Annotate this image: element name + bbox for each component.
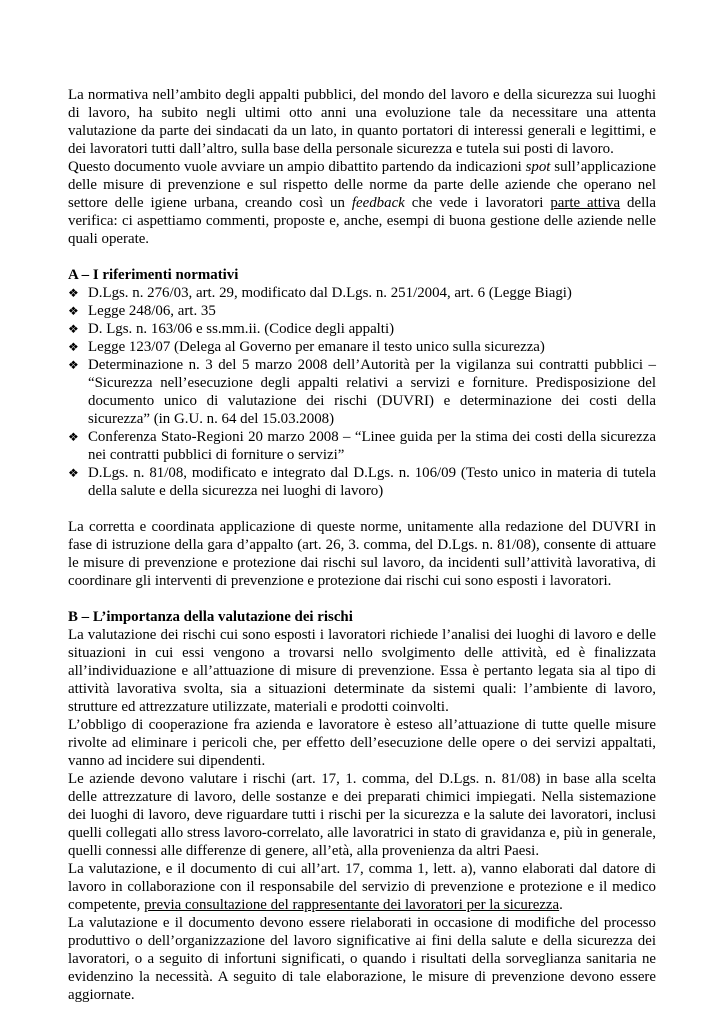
intro-p2-text-a: Questo documento vuole avviare un ampio dibattito partendo da indicazioni bbox=[68, 159, 526, 175]
list-item bbox=[68, 338, 656, 356]
diamond-bullet-icon: ❖ bbox=[68, 466, 79, 480]
section-b-p4-text-a: La valutazione, e il documento di cui all’art. 17, comma 1, lett. a), vanno elaborati dal datore di lavoro in collaborazione con il responsabile del servizio di prevenzione e protezione e il medico competente, bbox=[68, 861, 656, 913]
section-b-paragraph-5: La valutazione e il documento devono essere rielaborati in occasione di modifiche del processo produttivo o dell’organizzazione del lavoro significative ai fini della salute e della sicurezza dei lavoratori, o a seguito di infortuni significati, o quando i risultati della sorveglianza sanitaria ne evidenzino la necessità. A seguito di tale elaborazione, le misure di prevenzione devono essere aggiornate. bbox=[68, 915, 656, 1003]
section-b-paragraph-3: Le aziende devono valutare i rischi (art. 17, 1. comma, del D.Lgs. n. 81/08) in base alla scelta delle attrezzature di lavoro, delle sostanze e dei preparati chimici impiegati. Nella sistemazione dei luoghi di lavoro, deve riguardare tutti i rischi per la sicurezza e la salute dei lavoratori, inclusi quelli collegati allo stress lavoro-correlato, alle lavoratrici in stato di gravidanza e, più in generale, quelli connessi alle differenze di genere, all’età, alla provenienza da altri Paesi. bbox=[68, 771, 656, 859]
list-item bbox=[68, 302, 656, 320]
list-item bbox=[68, 464, 656, 500]
intro-paragraph-1: La normativa nell’ambito degli appalti pubblici, del mondo del lavoro e della sicurezza sui luoghi di lavoro, ha subito negli ultimi otto anni una evoluzione tale da necessitare una attenta valutazione da parte dei sindacati da un lato, in quanto portatori di interessi generali e legittimi, e dei lavoratori tutti dall’altro, sulla base della personale sicurezza e tutela sui posti di lavoro. bbox=[68, 87, 656, 157]
list-item-text: Determinazione n. 3 del 5 marzo 2008 dell’Autorità per la vigilanza sui contratti pubblici – “Sicurezza nell’esecuzione degli appalti relativi a servizi e forniture. Predisposizione del documento unico di valutazione dei rischi (DUVRI) e determinazione dei costi della sicurezza” (in G.U. n. 64 del 15.03.2008) bbox=[88, 357, 656, 427]
section-b bbox=[68, 608, 656, 1004]
list-item-text: D.Lgs. n. 81/08, modificato e integrato dal D.Lgs. n. 106/09 (Testo unico in materia di tutela della salute e della sicurezza nei luoghi di lavoro) bbox=[88, 465, 656, 499]
intro-p2-spot: spot bbox=[525, 159, 551, 175]
intro-p2-text-c: che vede i lavoratori bbox=[404, 195, 551, 211]
section-a-closing-paragraph: La corretta e coordinata applicazione di queste norme, unitamente alla redazione del DUVRI in fase di istruzione della gara d’appalto (art. 26, 3. comma, del D.Lgs. n. 81/08), consente di attuare le misure di prevenzione e protezione dai rischi sul lavoro, da incidenti sull’attività lavorativa, di coordinare gli interventi di prevenzione e protezione dai rischi cui sono esposti i lavoratori. bbox=[68, 519, 656, 589]
section-b-paragraph-4 bbox=[68, 860, 656, 914]
list-item-text: D.Lgs. n. 276/03, art. 29, modificato dal D.Lgs. n. 251/2004, art. 6 (Legge Biagi) bbox=[88, 285, 572, 301]
diamond-bullet-icon: ❖ bbox=[68, 358, 79, 372]
list-item bbox=[68, 320, 656, 338]
section-b-p4-underlined: previa consultazione del rappresentante dei lavoratori per la sicurezza bbox=[144, 897, 560, 913]
list-item-text: D. Lgs. n. 163/06 e ss.mm.ii. (Codice degli appalti) bbox=[88, 321, 395, 337]
section-b-paragraph-1: La valutazione dei rischi cui sono esposti i lavoratori richiede l’analisi dei luoghi di lavoro e delle situazioni in cui essi vengono a trovarsi nello svolgimento delle attività, ed è finalizzata all’individuazione e all’attuazione di misure di prevenzione. Essa è pertanto legata sia al tipo di attività lavorativa svolta, sia a situazioni determinate da sistemi quali: l’ambiente di lavoro, strutture ed attrezzature utilizzate, materiali e prodotti coinvolti. bbox=[68, 627, 656, 715]
diamond-bullet-icon: ❖ bbox=[68, 304, 79, 318]
list-item bbox=[68, 428, 656, 464]
intro-p2-text-b: sull’applicazione delle misure di prevenzione e sul rispetto delle norme da parte delle aziende che operano nel settore delle igiene urbana, creando così un bbox=[68, 159, 656, 211]
intro-p2-text-d: della verifica: ci aspettiamo commenti, proposte e, anche, esempi di buona gestione delle aziende nelle quali operate. bbox=[68, 195, 656, 247]
section-b-paragraph-2: L’obbligo di cooperazione fra azienda e lavoratore è esteso all’attuazione di tutte quelle misure rivolte ad eliminare i pericoli che, per effetto dell’esecuzione delle opere o dei servizi appaltati, vanno ad incidere sui dipendenti. bbox=[68, 717, 656, 769]
section-a bbox=[68, 266, 656, 590]
intro-p2-underlined: parte attiva bbox=[550, 195, 621, 211]
diamond-bullet-icon: ❖ bbox=[68, 430, 79, 444]
intro-paragraph-2 bbox=[68, 158, 656, 248]
section-a-title: A – I riferimenti normativi bbox=[68, 267, 239, 283]
list-item-text: Conferenza Stato-Regioni 20 marzo 2008 – “Linee guida per la stima dei costi della sicurezza nei contratti pubblici di forniture o servizi” bbox=[88, 429, 656, 463]
section-b-p4-text-b: . bbox=[559, 897, 563, 913]
section-b-title: B – L’importanza della valutazione dei rischi bbox=[68, 609, 353, 625]
list-item bbox=[68, 356, 656, 428]
section-a-list bbox=[68, 284, 656, 500]
diamond-bullet-icon: ❖ bbox=[68, 322, 79, 336]
list-item-text: Legge 123/07 (Delega al Governo per emanare il testo unico sulla sicurezza) bbox=[88, 339, 545, 355]
intro-p2-feedback: feedback bbox=[351, 195, 405, 211]
diamond-bullet-icon: ❖ bbox=[68, 340, 79, 354]
intro-section bbox=[68, 86, 656, 248]
diamond-bullet-icon: ❖ bbox=[68, 286, 79, 300]
list-item bbox=[68, 284, 656, 302]
list-item-text: Legge 248/06, art. 35 bbox=[88, 303, 216, 319]
